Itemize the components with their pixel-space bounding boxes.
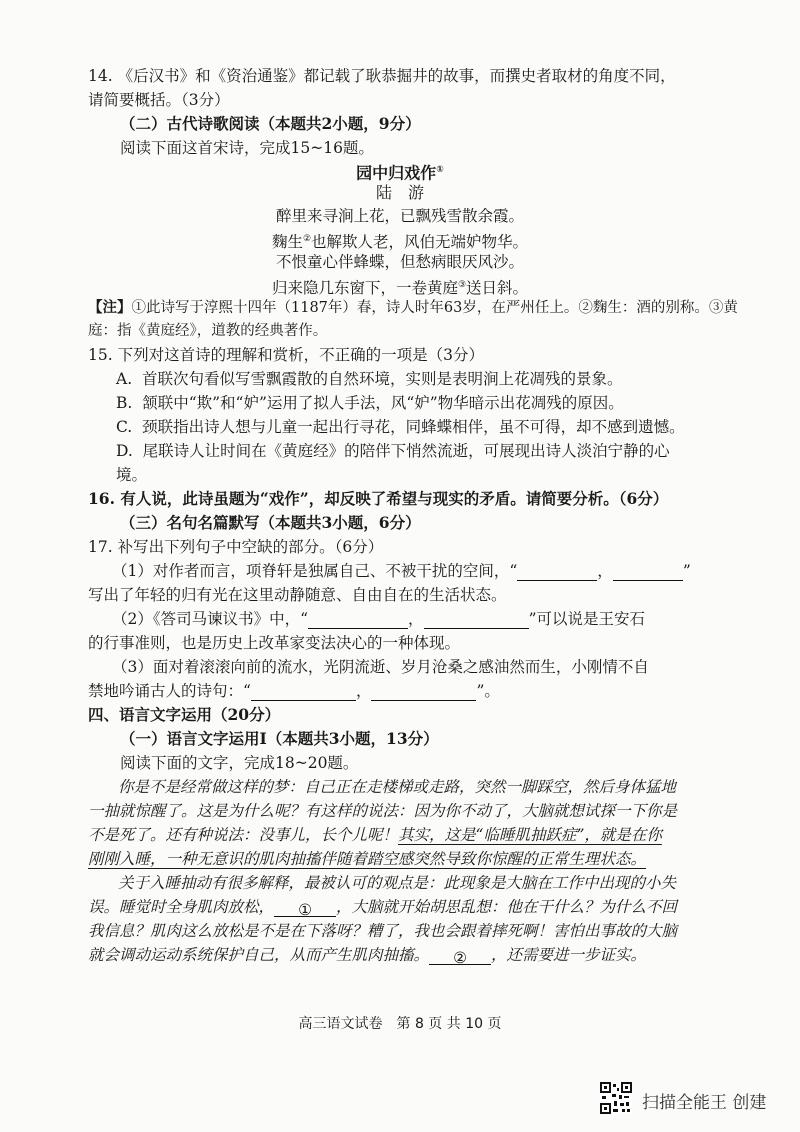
passage-p2-line2: 误。睡觉时全身肌肉放松， ① ，大脑就开始胡思乱想：他在干什么？为什么不回 bbox=[88, 898, 678, 919]
passage-blank-2[interactable]: ② bbox=[429, 948, 491, 965]
section2-heading: （二）古代诗歌阅读（本题共2小题，9分） bbox=[120, 114, 421, 133]
q17-part2-line1: （2）《答司马谏议书》中，“ ， ”可以说是王安石 bbox=[112, 610, 645, 628]
passage-p1-line1: 你是不是经常做这样的梦：自己正在走楼梯或走路，突然一脚踩空，然后身体猛地 bbox=[118, 778, 677, 796]
poem-author: 陆 游 bbox=[375, 183, 424, 202]
passage-blank-1[interactable]: ① bbox=[274, 900, 336, 917]
q15-option-d-cont: 境。 bbox=[116, 466, 148, 484]
page-footer: 高三语文试卷 第 8 页 共 10 页 bbox=[298, 1016, 502, 1032]
answer-blank[interactable] bbox=[613, 564, 683, 581]
part4-subheading: （一）语言文字运用Ⅰ（本题共3小题，13分） bbox=[120, 729, 439, 748]
qr-code-icon bbox=[600, 1082, 632, 1114]
part4-intro: 阅读下面的文字，完成18~20题。 bbox=[120, 754, 359, 772]
poem-line-2: 麴生②也解欺人老，风伯无端妒物华。 bbox=[271, 233, 529, 252]
q15-option-b: B. 颔联中“欺”和“妒”运用了拟人手法，风“妒”物华暗示出花凋残的原因。 bbox=[116, 394, 624, 412]
q15-option-c: C. 颈联指出诗人想与儿童一起出行寻花，同蜂蝶相伴，虽不可得，却不感到遗憾。 bbox=[116, 418, 685, 436]
poem-line-4: 归来隐几东窗下，一卷黄庭③送日斜。 bbox=[271, 279, 529, 298]
q17-part3-line1: （3）面对着滚滚向前的流水，光阴流逝、岁月沧桑之感油然而生，小刚情不自 bbox=[112, 658, 649, 676]
poem-title: 园中归戏作① bbox=[356, 163, 444, 183]
q17-part1-line1: （1）对作者而言，项脊轩是独属自己、不被干扰的空间，“ ， ” bbox=[112, 562, 691, 580]
q17-part3-line2: 禁地吟诵古人的诗句：“ ， ”。 bbox=[88, 682, 500, 700]
q17-part1-line2: 写出了年轻的归有光在这里动静随意、自由自在的生活状态。 bbox=[88, 586, 507, 604]
passage-p1-line4: 刚刚入睡，一种无意识的肌肉抽搐伴随着踏空感突然导致你惊醒的正常生理状态。 bbox=[88, 850, 647, 868]
q17-stem: 17. 补写出下列句子中空缺的部分。（6分） bbox=[88, 538, 384, 556]
underlined-sentence: 其实，这是“临睡肌抽跃症”，就是在你 bbox=[398, 826, 662, 844]
q17-part2-line2: 的行事准则，也是历史上改革家变法决心的一种体现。 bbox=[88, 634, 461, 652]
answer-blank[interactable] bbox=[251, 684, 356, 701]
section2-intro: 阅读下面这首宋诗，完成15~16题。 bbox=[120, 139, 374, 157]
passage-p2-line1: 关于入睡抽动有很多解释，最被认可的观点是：此现象是大脑在工作中出现的小失 bbox=[118, 874, 677, 892]
q15-option-a: A. 首联次句看似写雪飘霞散的自然环境，实则是表明涧上花凋残的景象。 bbox=[116, 370, 623, 388]
q15-option-d: D. 尾联诗人让时间在《黄庭经》的陪伴下悄然流逝，可展现出诗人淡泊宁静的心 bbox=[116, 442, 670, 460]
q16: 16. 有人说，此诗虽题为“戏作”，却反映了希望与现实的矛盾。请简要分析。（6分） bbox=[88, 489, 669, 508]
answer-blank[interactable] bbox=[424, 612, 529, 629]
poem-line-1: 醉里来寻涧上花，已飘残雪散余霞。 bbox=[275, 207, 524, 225]
section3-heading: （三）名句名篇默写（本题共3小题，6分） bbox=[120, 513, 421, 532]
q14-line1: 14. 《后汉书》和《资治通鉴》都记载了耿恭掘井的故事，而撰史者取材的角度不同， bbox=[88, 67, 676, 85]
passage-p2-line3: 我信息？肌肉这么放松是不是在下落呀？糟了，我也会跟着摔死啊！害怕出事故的大脑 bbox=[88, 922, 678, 940]
poem-line-3: 不恨童心伴蜂蝶，但愁病眼厌风沙。 bbox=[275, 253, 524, 271]
note-line1: 【注】①此诗写于淳熙十四年（1187年）春，诗人时年63岁，在严州任上。②麴生：酒的别称。③黄 bbox=[88, 299, 738, 316]
note-line2: 庭：指《黄庭经》，道教的经典著作。 bbox=[88, 323, 328, 339]
answer-blank[interactable] bbox=[371, 684, 476, 701]
passage-p1-line3: 不是死了。还有种说法：没事儿，长个儿呢！其实，这是“临睡肌抽跃症”，就是在你 bbox=[88, 826, 662, 844]
passage-p1-line2: 一抽就惊醒了。这是为什么呢？有这样的说法：因为你不动了，大脑就想试探一下你是 bbox=[88, 802, 678, 820]
q15-stem: 15. 下列对这首诗的理解和赏析，不正确的一项是（3分） bbox=[88, 346, 484, 364]
q14-line2: 请简要概括。（3分） bbox=[88, 91, 230, 109]
part4-heading: 四、语言文字运用（20分） bbox=[88, 705, 281, 724]
answer-blank[interactable] bbox=[517, 564, 597, 581]
scanner-watermark: 扫描全能王 创建 bbox=[642, 1093, 767, 1113]
passage-p2-line4: 就会调动运动系统保护自己，从而产生肌肉抽搐。 ② ，还需要进一步证实。 bbox=[88, 946, 647, 967]
answer-blank[interactable] bbox=[308, 612, 408, 629]
